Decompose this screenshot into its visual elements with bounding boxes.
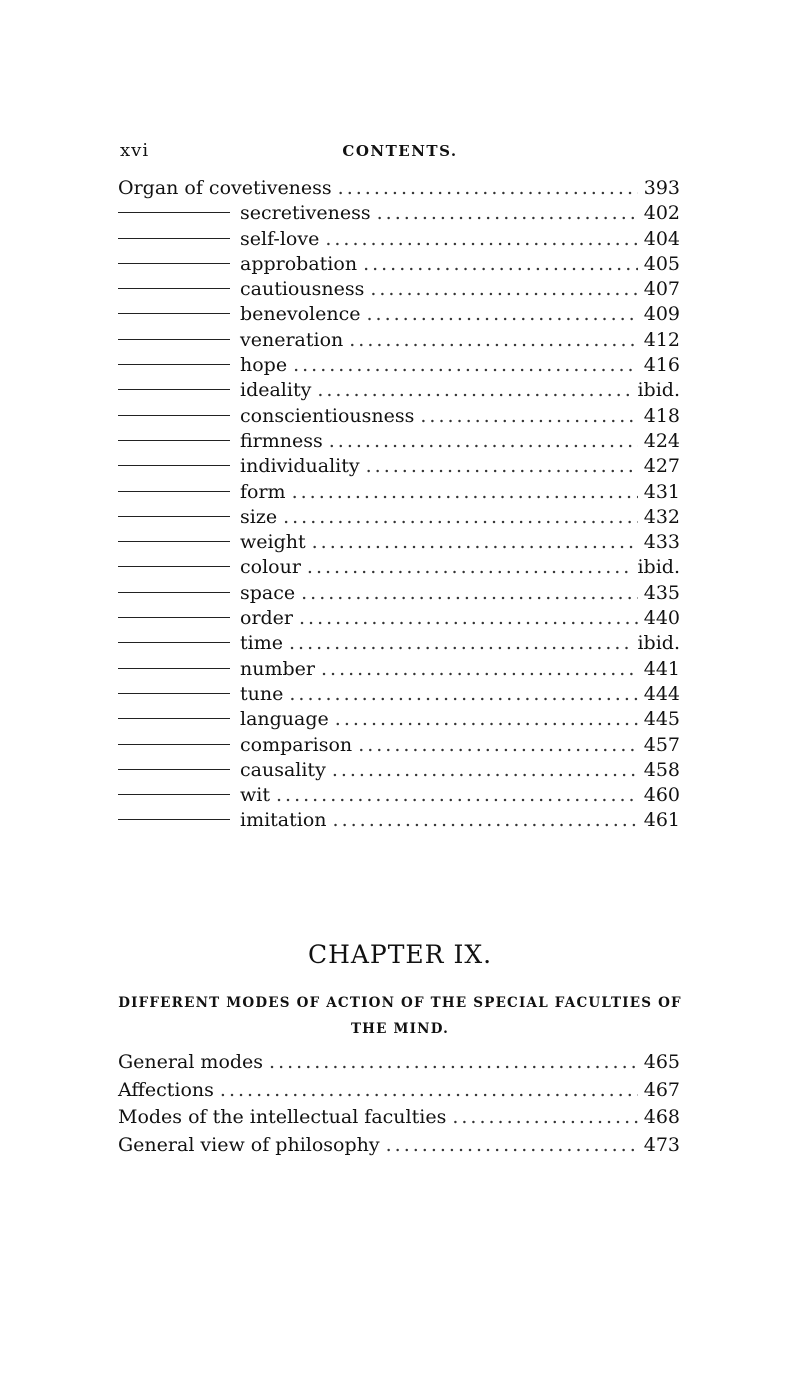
page-numeral: xvi [120, 140, 150, 161]
ditto-rule [118, 440, 230, 441]
contents-entry [118, 708, 680, 733]
dot-leader [307, 556, 632, 578]
entry-label: space [240, 581, 296, 604]
entry-page-number: 402 [643, 202, 680, 225]
contents-entry [118, 1106, 680, 1134]
contents-entry [118, 430, 680, 455]
entry-label: cautiousness [240, 278, 365, 301]
entry-label: order [240, 607, 294, 630]
entry-label: hope [240, 354, 288, 377]
entry-label: colour [240, 556, 301, 579]
ditto-rule [118, 238, 230, 239]
entry-label: secretiveness [240, 202, 371, 225]
ditto-rule [118, 313, 230, 314]
entry-label: individuality [240, 455, 360, 478]
dot-leader [299, 607, 638, 629]
ditto-rule [118, 566, 230, 567]
entry-page-number: 435 [643, 581, 680, 604]
entry-page-number: 433 [643, 531, 680, 554]
contents-entry [118, 329, 680, 354]
ditto-rule [118, 364, 230, 365]
dot-leader [366, 455, 638, 477]
contents-entry [118, 1134, 680, 1162]
entry-page-number: 404 [643, 227, 680, 250]
dot-leader [220, 1079, 638, 1101]
entry-label: firmness [240, 429, 323, 452]
dot-leader [293, 354, 638, 376]
entry-label: benevolence [240, 303, 361, 326]
entry-page-number: 468 [643, 1106, 680, 1128]
ditto-rule [118, 794, 230, 795]
ditto-rule [118, 819, 230, 820]
contents-entry [118, 759, 680, 784]
entry-label: language [240, 708, 329, 731]
contents-entry [118, 556, 680, 581]
ditto-rule [118, 592, 230, 593]
entry-page-number: 457 [643, 733, 680, 756]
dot-leader [289, 632, 631, 654]
chapter-heading: CHAPTER IX. [307, 940, 493, 969]
dot-leader [329, 430, 638, 452]
contents-entry [118, 228, 680, 253]
contents-entry [118, 481, 680, 506]
entry-label: causality [240, 758, 326, 781]
entry-page-number: 418 [643, 404, 680, 427]
contents-entry [118, 1051, 680, 1079]
entry-page-number: ibid. [637, 379, 680, 402]
chapter-subtitle: DIFFERENT MODES OF ACTION OF THE SPECIAL FACULTIES OF THE MIND. [118, 995, 682, 1037]
ditto-rule [118, 212, 230, 213]
contents-entry [118, 658, 680, 683]
dot-leader [317, 379, 631, 401]
entry-page-number: 467 [643, 1078, 680, 1101]
entry-page-number: 393 [643, 177, 680, 199]
contents-entry [118, 202, 680, 227]
ditto-rule [118, 288, 230, 289]
dot-leader [358, 734, 638, 756]
ditto-rule [118, 718, 230, 719]
contents-entry [118, 607, 680, 632]
entry-label: ideality [240, 379, 312, 402]
ditto-rule [118, 744, 230, 745]
entry-label: time [240, 632, 283, 655]
dot-leader [292, 481, 638, 503]
dot-leader [332, 759, 638, 781]
entry-page-number: 445 [643, 708, 680, 731]
entry-page-number: ibid. [637, 556, 680, 579]
ditto-rule [118, 516, 230, 517]
entry-page-number: 412 [643, 328, 680, 351]
header-title: CONTENTS. [342, 142, 458, 160]
contents-entry [118, 405, 680, 430]
contents-list-organs [118, 177, 680, 835]
contents-entry [118, 1079, 680, 1107]
entry-page-number: 409 [643, 303, 680, 326]
entry-label: wit [240, 784, 270, 807]
entry-label: comparison [240, 733, 353, 756]
dot-leader [325, 228, 637, 250]
entry-page-number: 465 [643, 1051, 680, 1073]
entry-page-number: 441 [643, 657, 680, 680]
entry-page-number: 424 [643, 429, 680, 452]
entry-page-number: 461 [643, 809, 680, 832]
dot-leader [301, 582, 638, 604]
contents-entry [118, 582, 680, 607]
ditto-rule [118, 339, 230, 340]
entry-label: Modes of the intellectual faculties [118, 1106, 447, 1128]
dot-leader [420, 405, 637, 427]
entry-page-number: 431 [643, 480, 680, 503]
entry-page-number: ibid. [637, 632, 680, 655]
dot-leader [333, 809, 638, 831]
ditto-rule [118, 642, 230, 643]
entry-page-number: 473 [643, 1133, 680, 1156]
dot-leader [335, 708, 638, 730]
dot-leader [386, 1134, 638, 1156]
contents-entry [118, 632, 680, 657]
entry-page-number: 407 [643, 278, 680, 301]
ditto-rule [118, 491, 230, 492]
contents-entry [118, 784, 680, 809]
dot-leader [377, 202, 638, 224]
contents-entry [118, 506, 680, 531]
entry-label: imitation [240, 809, 327, 832]
entry-page-number: 405 [643, 252, 680, 275]
dot-leader [321, 658, 638, 680]
entry-label: tune [240, 682, 284, 705]
ditto-rule [118, 465, 230, 466]
dot-leader [452, 1106, 637, 1128]
entry-page-number: 432 [643, 505, 680, 528]
contents-entry [118, 278, 680, 303]
entry-page-number: 458 [643, 758, 680, 781]
dot-leader [370, 278, 637, 300]
entry-label: General view of philosophy [118, 1133, 380, 1156]
dot-leader [312, 531, 638, 553]
entry-page-number: 460 [643, 784, 680, 807]
entry-label: approbation [240, 252, 358, 275]
entry-label: size [240, 505, 278, 528]
entry-page-number: 416 [643, 354, 680, 377]
contents-entry [118, 455, 680, 480]
contents-entry [118, 253, 680, 278]
entry-label: Organ of covetiveness [118, 177, 332, 199]
entry-label: weight [240, 531, 306, 554]
entry-page-number: 444 [643, 682, 680, 705]
dot-leader [269, 1051, 638, 1073]
contents-entry [118, 379, 680, 404]
contents-entry [118, 809, 680, 834]
contents-entry [118, 531, 680, 556]
dot-leader [289, 683, 637, 705]
dot-leader [367, 303, 638, 325]
ditto-rule [118, 769, 230, 770]
running-header [120, 140, 680, 162]
entry-label: Affections [118, 1078, 214, 1101]
dot-leader [338, 177, 638, 199]
contents-entry [118, 683, 680, 708]
dot-leader [283, 506, 638, 528]
dot-leader [349, 329, 637, 351]
ditto-rule [118, 668, 230, 669]
ditto-rule [118, 263, 230, 264]
ditto-rule [118, 541, 230, 542]
ditto-rule [118, 617, 230, 618]
entry-page-number: 440 [643, 607, 680, 630]
entry-label: General modes [118, 1051, 264, 1073]
ditto-rule [118, 693, 230, 694]
contents-entry [118, 177, 680, 202]
ditto-rule [118, 415, 230, 416]
entry-label: veneration [240, 328, 344, 351]
entry-label: number [240, 657, 315, 680]
contents-entry [118, 303, 680, 328]
dot-leader [363, 253, 638, 275]
entry-label: conscientiousness [240, 404, 415, 427]
contents-entry [118, 354, 680, 379]
dot-leader [276, 784, 638, 806]
contents-list-chapter [118, 1051, 680, 1161]
entry-label: self-love [240, 227, 320, 250]
entry-page-number: 427 [643, 455, 680, 478]
contents-entry [118, 734, 680, 759]
entry-label: form [240, 480, 286, 503]
ditto-rule [118, 389, 230, 390]
